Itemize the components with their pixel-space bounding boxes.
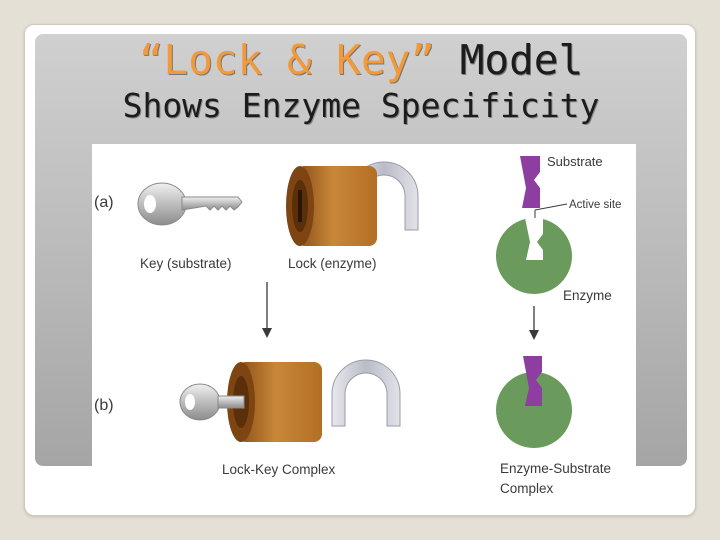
key-icon (138, 183, 242, 225)
es-complex-label-line2: Complex (500, 481, 554, 496)
figure-svg (92, 144, 636, 502)
lock-icon (286, 162, 418, 246)
title-highlight: “Lock & Key” (138, 36, 436, 84)
title-model: Model (459, 36, 584, 84)
es-complex-label-line1: Enzyme-Substrate (500, 461, 612, 476)
substrate-label: Substrate (547, 154, 603, 169)
label-b: (b) (94, 397, 114, 414)
key-label: Key (substrate) (140, 256, 232, 271)
substrate-icon (520, 156, 540, 208)
enzyme-label: Enzyme (563, 288, 612, 303)
active-site-label: Active site (569, 199, 622, 211)
lock-label: Lock (enzyme) (288, 256, 377, 271)
lock-key-complex-icon (180, 360, 400, 442)
enzyme-substrate-complex-icon (496, 356, 572, 448)
arrow-down-icon (529, 306, 539, 340)
lock-key-figure (92, 144, 636, 502)
arrow-down-icon (262, 282, 272, 338)
complex-label: Lock-Key Complex (222, 462, 336, 477)
slide-subtitle: Shows Enzyme Specificity (122, 86, 600, 125)
label-a: (a) (94, 194, 114, 211)
slide-title (35, 36, 687, 84)
enzyme-icon (496, 218, 572, 294)
